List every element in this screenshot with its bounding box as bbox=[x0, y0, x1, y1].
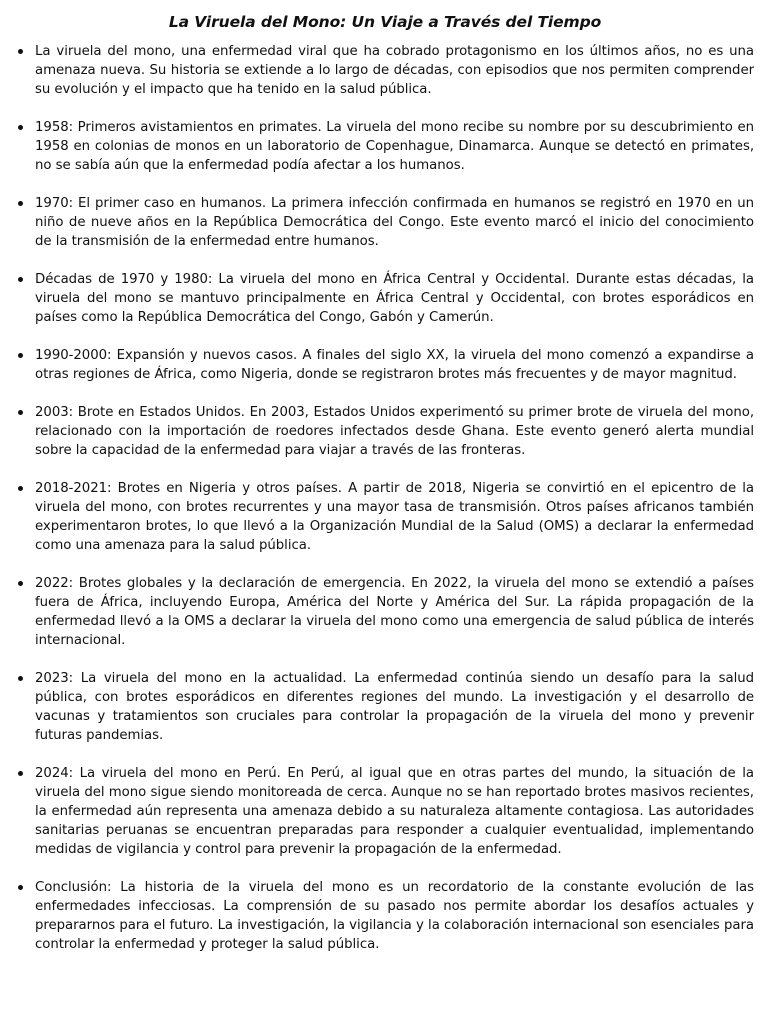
bullet-icon bbox=[18, 486, 23, 491]
list-item-1970 bbox=[16, 194, 754, 251]
list-item-intro bbox=[16, 42, 754, 99]
list-item-2022 bbox=[16, 574, 754, 650]
list-item-text: 2003: Brote en Estados Unidos. En 2003, Estados Unidos experimentó su primer brote de viruela del mono, relacionado con la importación de roedores infectados desde Ghana. Este evento generó alerta mundial sobre la capacidad de la enfermedad para viajar a través de las fronteras. bbox=[35, 405, 754, 458]
list-item-text: 2023: La viruela del mono en la actualidad. La enfermedad continúa siendo un desafío para la salud pública, con brotes esporádicos en diferentes regiones del mundo. La investigación y el desarrollo de vacunas y tratamientos son cruciales para controlar la propagación de la viruela del mono y prevenir futuras pandemias. bbox=[35, 671, 754, 743]
list-item-text: 1990-2000: Expansión y nuevos casos. A finales del siglo XX, la viruela del mono comenzó a expandirse a otras regiones de África, como Nigeria, donde se registraron brotes más frecuentes y de mayor magnitud. bbox=[35, 348, 754, 382]
bullet-icon bbox=[18, 353, 23, 358]
list-item-1970s-1980s bbox=[16, 270, 754, 327]
bullet-icon bbox=[18, 277, 23, 282]
list-item-text: 1958: Primeros avistamientos en primates. La viruela del mono recibe su nombre por su descubrimiento en 1958 en colonias de monos en un laboratorio de Copenhague, Dinamarca. Aunque se detectó en primates, no se sabía aún que la enfermedad podía afectar a los humanos. bbox=[35, 120, 754, 173]
list-item-text: Conclusión: La historia de la viruela del mono es un recordatorio de la constante evolución de las enfermedades infecciosas. La comprensión de su pasado nos permite abordar los desafíos actuales y prepararnos para el futuro. La investigación, la vigilancia y la colaboración internacional son esenciales para controlar la enfermedad y proteger la salud pública. bbox=[35, 880, 754, 952]
bullet-icon bbox=[18, 581, 23, 586]
list-item-text: 2022: Brotes globales y la declaración de emergencia. En 2022, la viruela del mono se extendió a países fuera de África, incluyendo Europa, América del Norte y América del Sur. La rápida propagación de la enfermedad llevó a la OMS a declarar la viruela del mono como una emergencia de salud pública de interés internacional. bbox=[35, 576, 754, 648]
list-item-1990-2000 bbox=[16, 346, 754, 384]
list-item-2023 bbox=[16, 669, 754, 745]
list-item-text: La viruela del mono, una enfermedad viral que ha cobrado protagonismo en los últimos años, no es una amenaza nueva. Su historia se extiende a lo largo de décadas, con episodios que nos permiten comprender su evolución y el impacto que ha tenido en la salud pública. bbox=[35, 44, 754, 97]
timeline-list bbox=[16, 42, 754, 954]
list-item-text: 1970: El primer caso en humanos. La primera infección confirmada en humanos se registró en 1970 en un niño de nueve años en la República Democrática del Congo. Este evento marcó el inicio del conocimiento de la transmisión de la enfermedad entre humanos. bbox=[35, 196, 754, 249]
bullet-icon bbox=[18, 676, 23, 681]
bullet-icon bbox=[18, 771, 23, 776]
list-item-2024 bbox=[16, 764, 754, 859]
list-item-2003 bbox=[16, 403, 754, 460]
list-item-text: 2024: La viruela del mono en Perú. En Perú, al igual que en otras partes del mundo, la situación de la viruela del mono sigue siendo monitoreada de cerca. Aunque no se han reportado brotes masivos recientes, la enfermedad aún representa una amenaza debido a su naturaleza altamente contagiosa. Las autoridades sanitarias peruanas se encuentran preparadas para responder a cualquier eventualidad, implementando medidas de vigilancia y control para prevenir la propagación de la enfermedad. bbox=[35, 766, 754, 857]
bullet-icon bbox=[18, 125, 23, 130]
bullet-icon bbox=[18, 410, 23, 415]
list-item-text: Décadas de 1970 y 1980: La viruela del mono en África Central y Occidental. Durante estas décadas, la viruela del mono se mantuvo principalmente en África Central y Occidental, con brotes esporádicos en países como la República Democrática del Congo, Gabón y Camerún. bbox=[35, 272, 754, 325]
bullet-icon bbox=[18, 49, 23, 54]
bullet-icon bbox=[18, 885, 23, 890]
document-title: La Viruela del Mono: Un Viaje a Través del Tiempo bbox=[168, 13, 602, 31]
list-item-conclusion bbox=[16, 878, 754, 954]
list-item-2018-2021 bbox=[16, 479, 754, 555]
bullet-icon bbox=[18, 201, 23, 206]
list-item-text: 2018-2021: Brotes en Nigeria y otros países. A partir de 2018, Nigeria se convirtió en el epicentro de la viruela del mono, con brotes recurrentes y una mayor tasa de transmisión. Otros países africanos también experimentaron brotes, lo que llevó a la Organización Mundial de la Salud (OMS) a declarar la enfermedad como una amenaza para la salud pública. bbox=[35, 481, 754, 553]
list-item-1958 bbox=[16, 118, 754, 175]
